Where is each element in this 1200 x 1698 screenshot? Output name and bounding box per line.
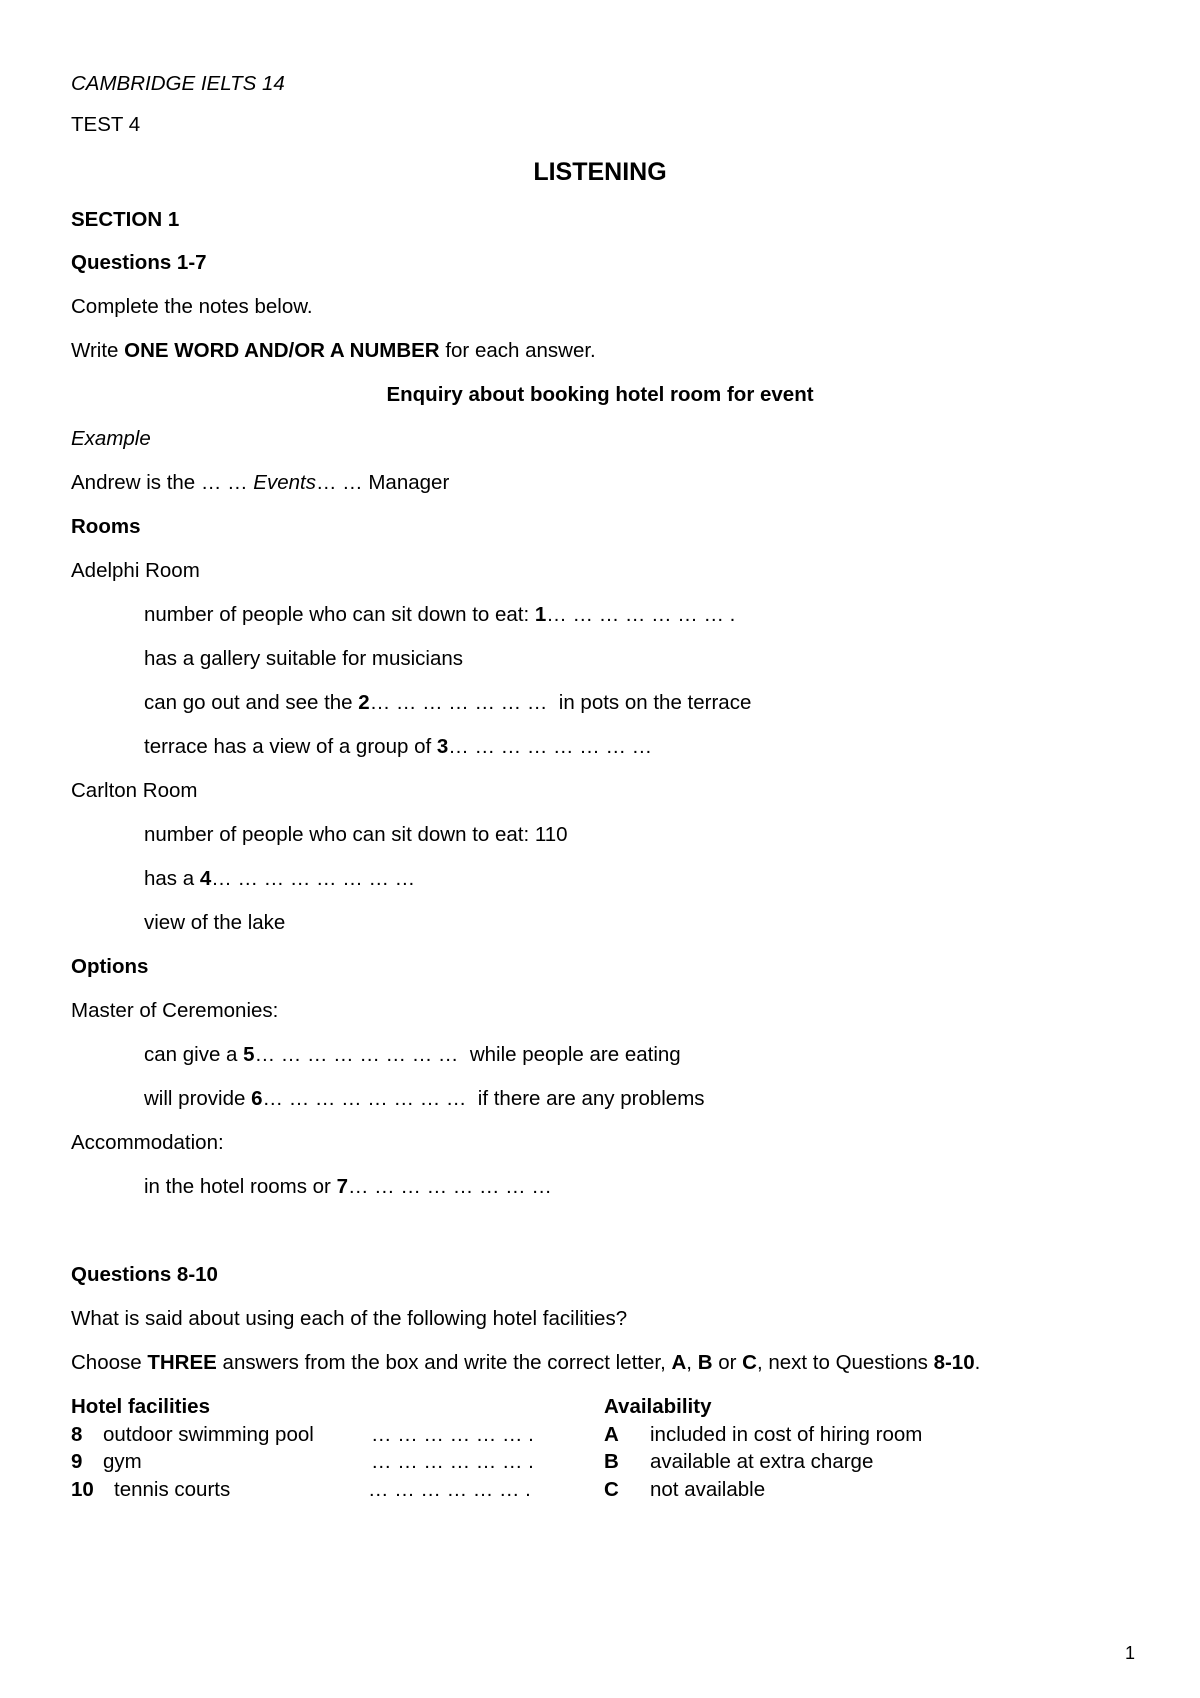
question-4: has a 4… … … … … … … … [144, 867, 416, 890]
facility-answer-blank: … … … … … … . [371, 1450, 534, 1473]
adelphi-room-label: Adelphi Room [71, 559, 200, 582]
availability-letter: C [604, 1478, 619, 1501]
page-title: LISTENING [533, 158, 667, 186]
facility-number: 10 [71, 1478, 94, 1501]
availability-letter: A [604, 1423, 619, 1446]
questions-8-10-heading: Questions 8-10 [71, 1263, 218, 1286]
answer-blank-7: … … … … … … … … [347, 1175, 552, 1198]
question-7: in the hotel rooms or 7… … … … … … … … [144, 1175, 552, 1198]
example-line: Andrew is the … … Events… … Manager [71, 471, 450, 494]
lake-view-note: view of the lake [144, 911, 286, 934]
question-2: can go out and see the 2… … … … … … … in pots on the terrace [144, 691, 752, 714]
page-number: 1 [1125, 1643, 1136, 1663]
accommodation-label: Accommodation: [71, 1131, 224, 1154]
facility-name: gym [103, 1450, 142, 1473]
section-heading: SECTION 1 [71, 208, 180, 231]
carlton-room-label: Carlton Room [71, 779, 198, 802]
facility-number: 9 [71, 1450, 83, 1473]
facility-answer-blank: … … … … … … . [371, 1423, 534, 1446]
facility-name: outdoor swimming pool [103, 1423, 314, 1446]
options-heading: Options [71, 955, 149, 978]
test-label: TEST 4 [71, 113, 141, 136]
availability-column-heading: Availability [604, 1395, 712, 1418]
gallery-note: has a gallery suitable for musicians [144, 647, 464, 670]
rooms-heading: Rooms [71, 515, 141, 538]
question-3: terrace has a view of a group of 3… … … … … … … … [144, 735, 653, 758]
answer-blank-5: … … … … … … … … [254, 1043, 459, 1066]
question-1: number of people who can sit down to eat: 1… … … … … … … . [144, 603, 736, 626]
answer-blank-6: … … … … … … … … [262, 1087, 467, 1110]
master-of-ceremonies-label: Master of Ceremonies: [71, 999, 279, 1022]
facilities-question: What is said about using each of the following hotel facilities? [71, 1307, 628, 1330]
example-label: Example [71, 427, 151, 450]
question-6: will provide 6… … … … … … … … if there are any problems [144, 1087, 705, 1110]
facility-number: 8 [71, 1423, 83, 1446]
facility-answer-blank: … … … … … … . [368, 1478, 531, 1501]
question-5: can give a 5… … … … … … … … while people are eating [144, 1043, 681, 1066]
questions-1-7-heading: Questions 1-7 [71, 251, 207, 274]
instruction-complete-notes: Complete the notes below. [71, 295, 313, 318]
availability-text: not available [650, 1478, 766, 1501]
answer-blank-3: … … … … … … … … [448, 735, 653, 758]
availability-text: included in cost of hiring room [650, 1423, 923, 1446]
notes-title: Enquiry about booking hotel room for event [386, 383, 814, 406]
answer-blank-4: … … … … … … … … [211, 867, 416, 890]
book-title: CAMBRIDGE IELTS 14 [71, 72, 285, 95]
availability-letter: B [604, 1450, 619, 1473]
answer-blank-2: … … … … … … … [369, 691, 548, 714]
carlton-seats-note: number of people who can sit down to eat: 110 [144, 823, 568, 846]
facility-name: tennis courts [114, 1478, 231, 1501]
answer-blank-1: … … … … … … … . [546, 603, 736, 626]
availability-text: available at extra charge [650, 1450, 874, 1473]
facilities-column-heading: Hotel facilities [71, 1395, 210, 1418]
choose-instruction: Choose THREE answers from the box and write the correct letter, A, B or C, next to Questions 8-10. [71, 1351, 981, 1374]
instruction-word-limit: Write ONE WORD AND/OR A NUMBER for each answer. [71, 339, 596, 362]
